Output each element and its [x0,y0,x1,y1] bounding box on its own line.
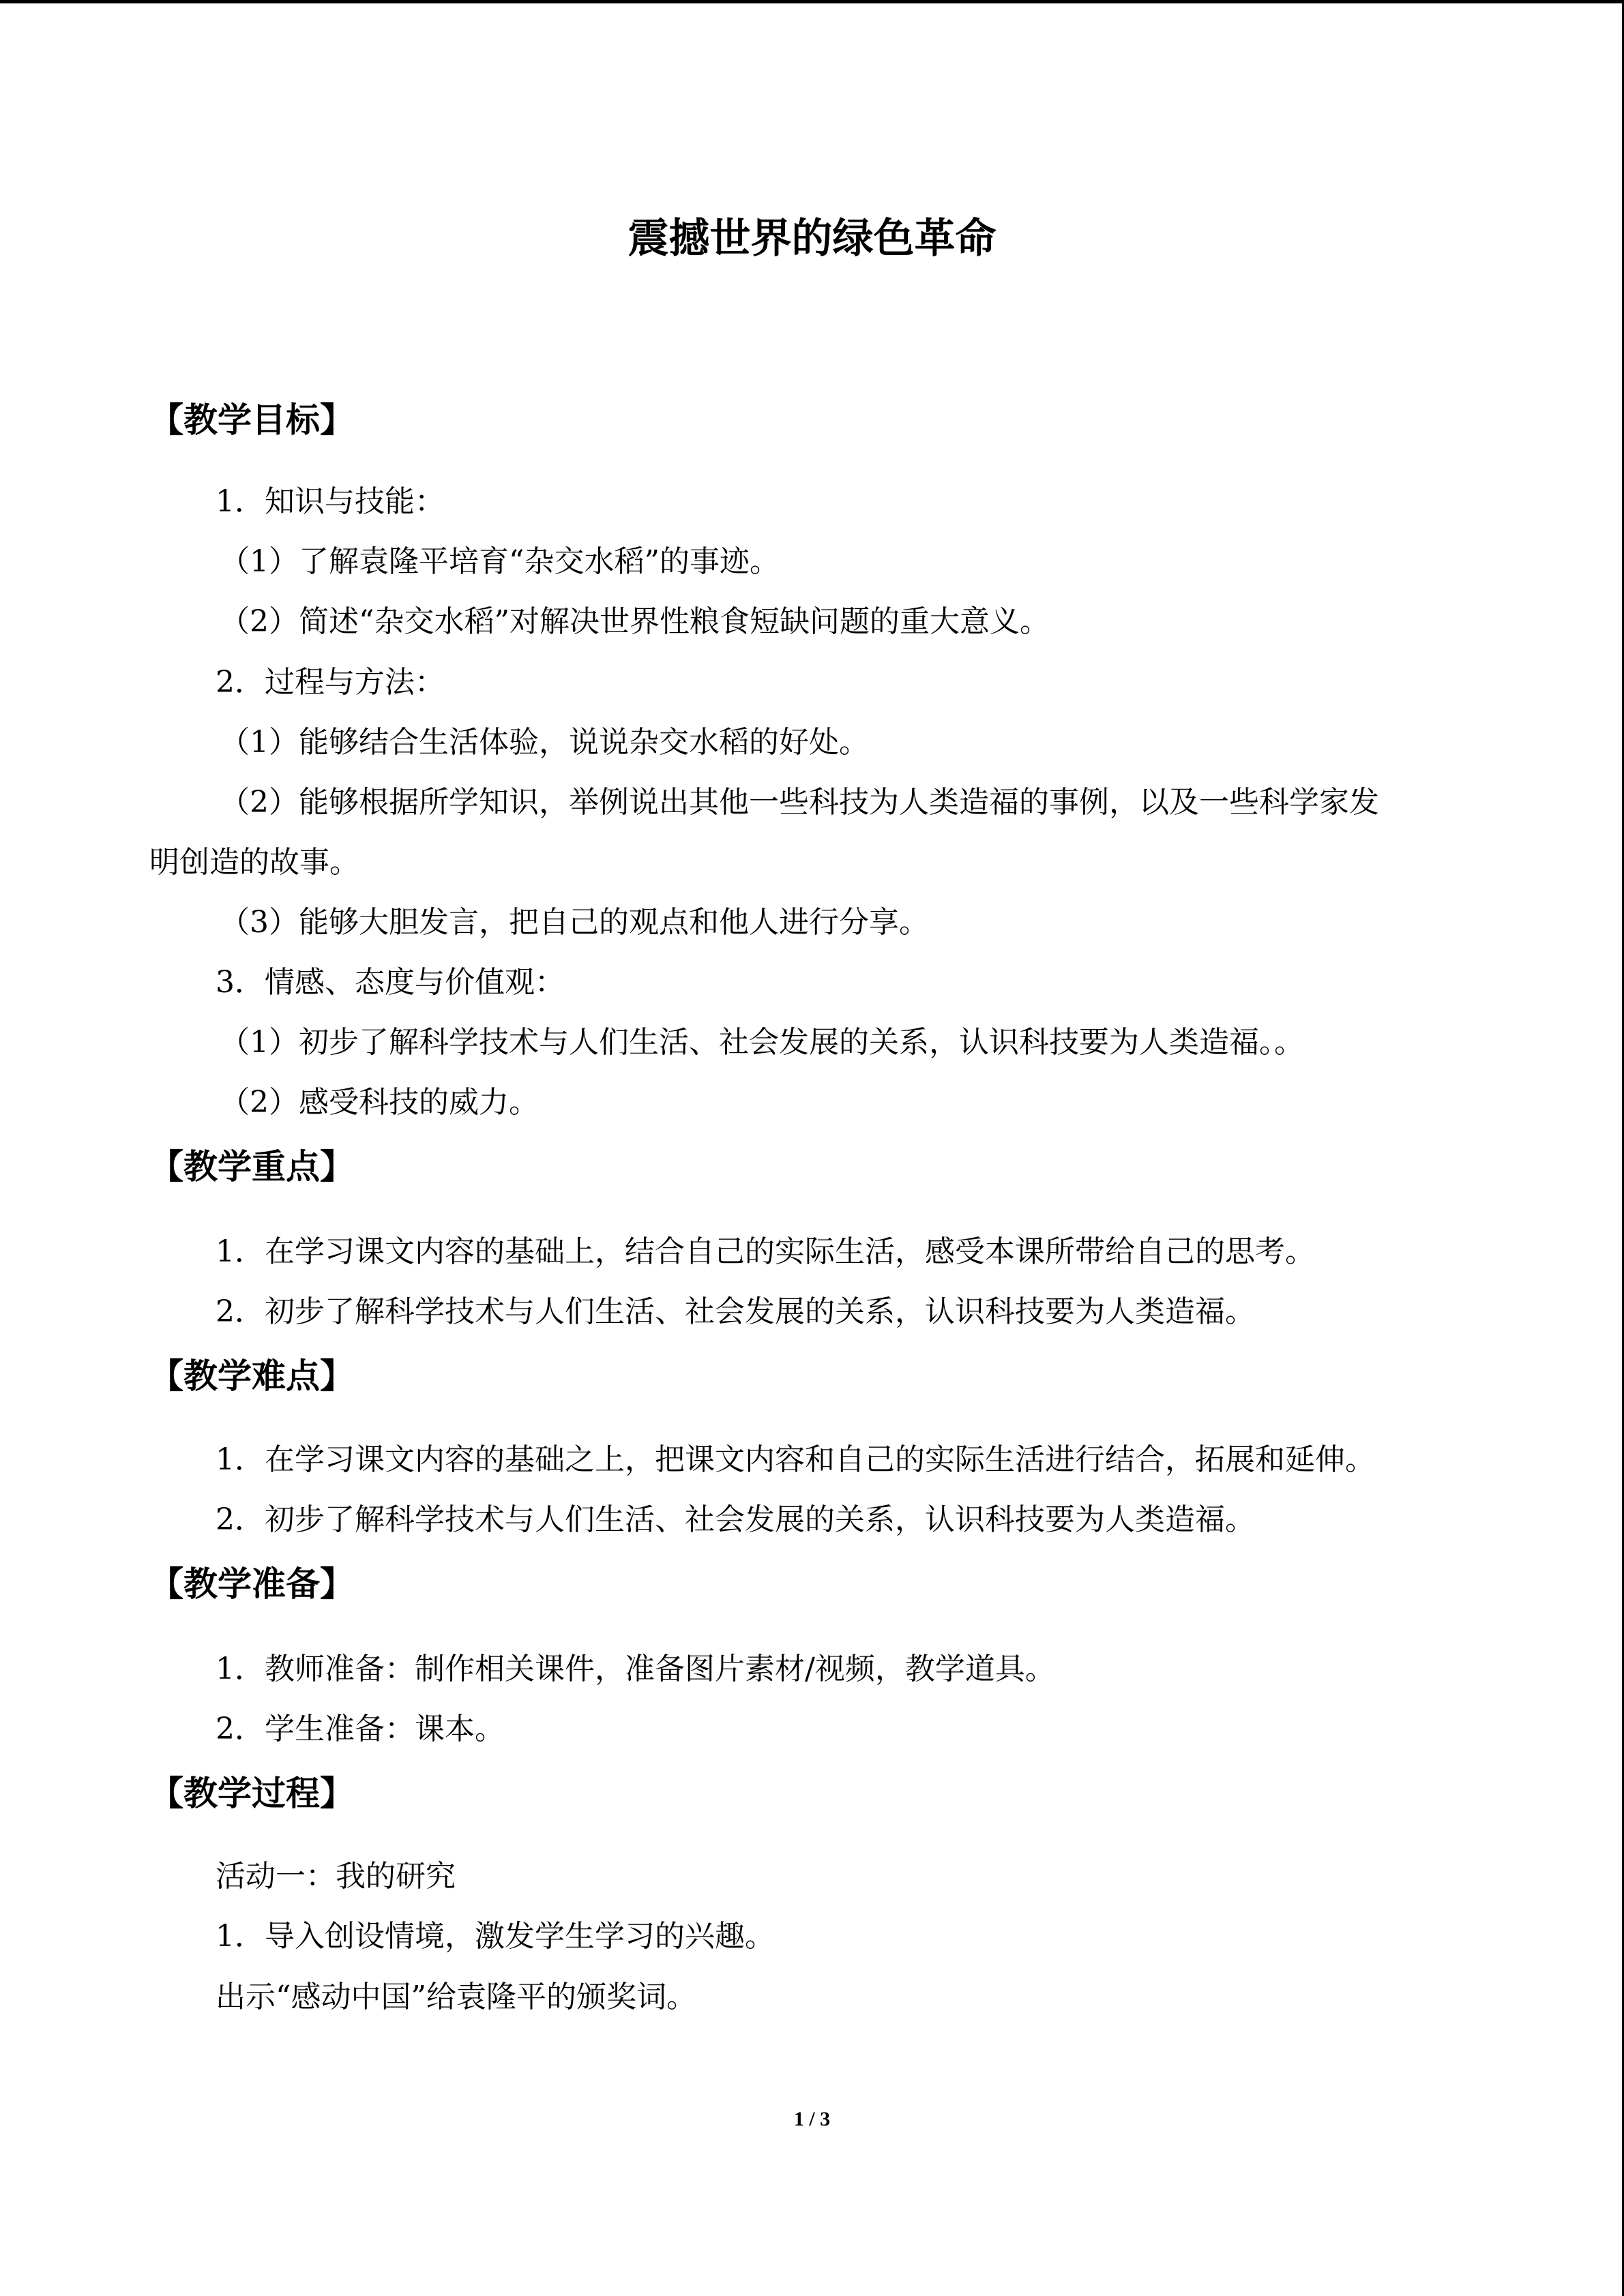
difficulty-line: 2．初步了解科学技术与人们生活、社会发展的关系，认识科技要为人类造福。 [216,1502,1255,1537]
difficulty-line: 1．在学习课文内容的基础之上，把课文内容和自己的实际生活进行结合，拓展和延伸。 [216,1442,1375,1477]
key-point-line: 2．初步了解科学技术与人们生活、社会发展的关系，认识科技要为人类造福。 [216,1294,1255,1329]
objective-line: （2）能够根据所学知识，举例说出其他一些科技为人类造福的事例，以及一些科学家发 [220,785,1379,820]
key-point-line: 1．在学习课文内容的基础上，结合自己的实际生活，感受本课所带给自己的思考。 [216,1234,1315,1269]
objective-line: 2．过程与方法： [216,665,445,700]
preparation-line: 2．学生准备：课本。 [216,1712,505,1746]
objective-line: 1．知识与技能： [216,484,445,519]
document-title: 震撼世界的绿色革命 [628,215,996,263]
objective-line: （1）能够结合生活体验，说说杂交水稻的好处。 [220,725,869,760]
objective-line: （2）简述“杂交水稻”对解决世界性粮食短缺问题的重大意义。 [220,604,1050,639]
heading-teaching-objectives: 【教学目标】 [149,400,354,440]
objective-line: 3．情感、态度与价值观： [216,965,565,1000]
preparation-line: 1．教师准备：制作相关课件，准备图片素材/视频，教学道具。 [216,1652,1055,1686]
heading-key-points: 【教学重点】 [149,1147,354,1187]
objective-line: （2）感受科技的威力。 [220,1085,539,1120]
process-line: 1．导入创设情境，激发学生学习的兴趣。 [216,1919,775,1954]
objective-line: （3）能够大胆发言，把自己的观点和他人进行分享。 [220,905,929,940]
heading-preparation: 【教学准备】 [149,1564,354,1604]
page-number: 1 / 3 [793,2108,831,2130]
objective-line: （1）了解袁隆平培育“杂交水稻”的事迹。 [220,544,780,579]
process-line: 活动一：我的研究 [216,1859,456,1894]
process-line: 出示“感动中国”给袁隆平的颁奖词。 [216,1980,696,2014]
heading-process: 【教学过程】 [149,1774,354,1813]
objective-line: 明创造的故事。 [149,845,359,880]
objective-line: （1）初步了解科学技术与人们生活、社会发展的关系，认识科技要为人类造福。。 [220,1025,1304,1060]
heading-difficulties: 【教学难点】 [149,1356,354,1396]
page-top-border [0,0,1624,3]
